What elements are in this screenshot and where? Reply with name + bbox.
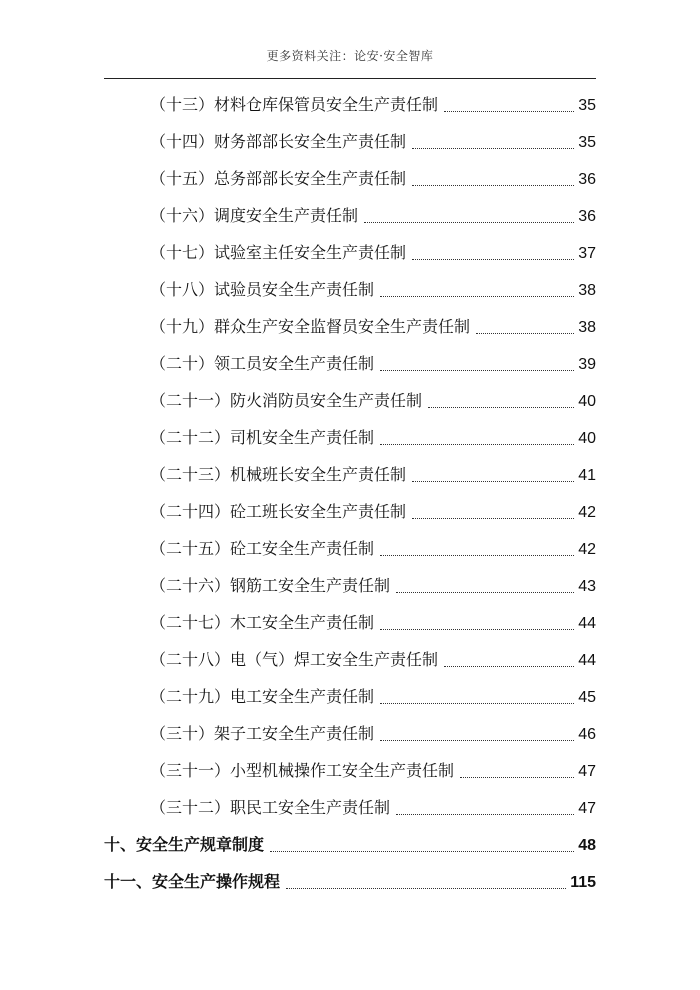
toc-entry[interactable] [150,647,596,673]
page-header: 更多资料关注：论安·安全智库 [266,49,434,63]
toc-entry-page: 47 [578,763,596,780]
toc-entry-title: （二十五）砼工安全生产责任制 [150,539,375,558]
toc-entry-title: （三十）架子工安全生产责任制 [150,724,375,743]
toc-dot-leader [460,777,574,778]
toc-entry-title: （二十六）钢筋工安全生产责任制 [150,576,391,595]
toc-entry-page: 46 [578,726,596,743]
toc-entry-title: （二十七）木工安全生产责任制 [150,613,375,632]
toc-entry-title: （十四）财务部部长安全生产责任制 [150,132,407,151]
header-divider [104,78,596,79]
toc-entry-page: 39 [578,356,596,373]
toc-entry[interactable] [150,610,596,636]
toc-chapter-title: 十、安全生产规章制度 [104,835,265,854]
toc-chapter-page: 48 [578,837,596,854]
toc-dot-leader [444,111,574,112]
toc-chapter-page: 115 [570,874,596,891]
toc-entry[interactable] [150,203,596,229]
toc-entry[interactable] [150,758,596,784]
toc-entry-title: （三十二）职民工安全生产责任制 [150,798,391,817]
toc-entry-title: （二十二）司机安全生产责任制 [150,428,375,447]
toc-entry-page: 40 [578,430,596,447]
toc-entry[interactable] [150,462,596,488]
toc-dot-leader [412,185,574,186]
toc-chapter-entry[interactable] [104,832,596,858]
toc-entry-page: 41 [578,467,596,484]
toc-entry[interactable] [150,573,596,599]
toc-entry-title: （十六）调度安全生产责任制 [150,206,359,225]
toc-dot-leader [380,740,574,741]
toc-entry-title: （十九）群众生产安全监督员安全生产责任制 [150,317,471,336]
toc-entry[interactable] [150,425,596,451]
toc-entry-title: （二十九）电工安全生产责任制 [150,687,375,706]
toc-entry-title: （十八）试验员安全生产责任制 [150,280,375,299]
toc-dot-leader [286,888,566,889]
toc-dot-leader [380,370,574,371]
toc-entry[interactable] [150,499,596,525]
toc-entry-title: （十七）试验室主任安全生产责任制 [150,243,407,262]
toc-dot-leader [380,703,574,704]
toc-entry-page: 36 [578,208,596,225]
toc-entry-page: 42 [578,541,596,558]
toc-entry-title: （二十三）机械班长安全生产责任制 [150,465,407,484]
toc-dot-leader [412,148,574,149]
toc-chapter-title: 十一、安全生产操作规程 [104,872,281,891]
toc-chapter-entry[interactable] [104,869,596,895]
toc-entry-page: 45 [578,689,596,706]
toc-dot-leader [380,296,574,297]
toc-entry[interactable] [150,536,596,562]
toc-dot-leader [476,333,574,334]
toc-entry-page: 37 [578,245,596,262]
toc-entry-title: （十五）总务部部长安全生产责任制 [150,169,407,188]
toc-entry-page: 35 [578,97,596,114]
toc-entry[interactable] [150,240,596,266]
toc-dot-leader [444,666,574,667]
toc-dot-leader [412,259,574,260]
toc-entry[interactable] [150,314,596,340]
toc-entry[interactable] [150,684,596,710]
toc-entry-title: （二十四）砼工班长安全生产责任制 [150,502,407,521]
toc-entry[interactable] [150,795,596,821]
toc-dot-leader [428,407,574,408]
toc-dot-leader [396,814,574,815]
toc-entry-page: 43 [578,578,596,595]
toc-entry-page: 47 [578,800,596,817]
toc-entry-title: （三十一）小型机械操作工安全生产责任制 [150,761,455,780]
toc-entry-page: 42 [578,504,596,521]
toc-entry-page: 44 [578,615,596,632]
toc-entry-title: （二十）领工员安全生产责任制 [150,354,375,373]
toc-entry[interactable] [150,277,596,303]
toc-entry[interactable] [150,129,596,155]
toc-entry-page: 35 [578,134,596,151]
toc-entry[interactable] [150,351,596,377]
toc-entry-page: 38 [578,319,596,336]
toc-entry-title: （二十八）电（气）焊工安全生产责任制 [150,650,439,669]
toc-dot-leader [412,518,574,519]
toc-entry-page: 36 [578,171,596,188]
toc-dot-leader [380,629,574,630]
toc-dot-leader [412,481,574,482]
toc-entry[interactable] [150,388,596,414]
toc-entry-page: 40 [578,393,596,410]
toc-entry[interactable] [150,166,596,192]
toc-entry[interactable] [150,721,596,747]
toc-dot-leader [270,851,574,852]
toc-dot-leader [380,444,574,445]
toc-entry[interactable] [150,92,596,118]
toc-entry-page: 38 [578,282,596,299]
toc-entry-page: 44 [578,652,596,669]
toc-dot-leader [364,222,574,223]
toc-dot-leader [396,592,574,593]
toc-entry-title: （十三）材料仓库保管员安全生产责任制 [150,95,439,114]
toc-entry-title: （二十一）防火消防员安全生产责任制 [150,391,423,410]
toc-dot-leader [380,555,574,556]
